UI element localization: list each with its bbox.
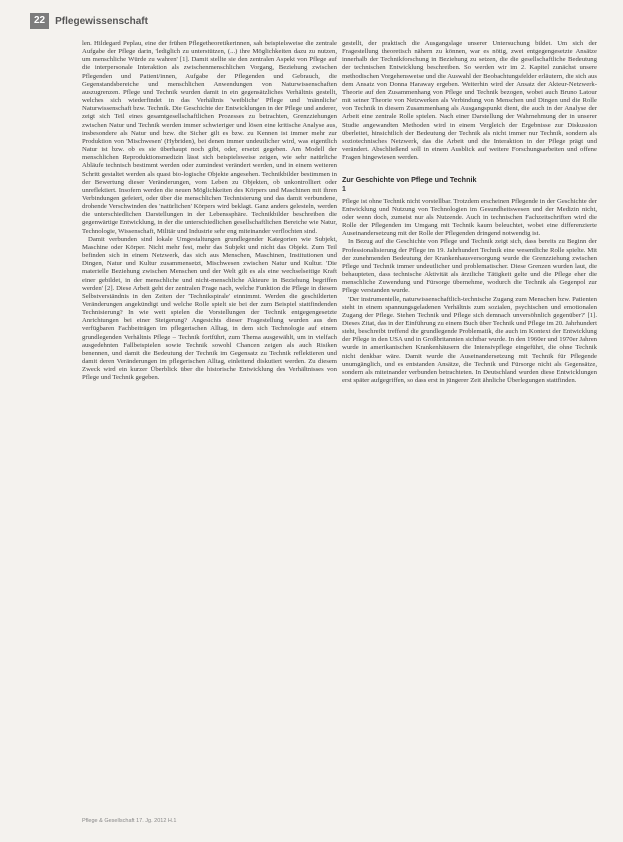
page-number: 22 xyxy=(30,13,49,29)
running-head: Pflegewissenschaft xyxy=(55,15,148,27)
section-heading: Zur Geschichte von Pflege und Technik xyxy=(342,175,477,185)
body-paragraph: In Bezug auf die Geschichte von Pflege und Technik zeigt sich, dass bereits zu Beginn der Professionalisierung der Pflege im 19. Jahrhundert Technik eine wesentliche Rolle spielte. Mit der zunehmenden Bedeutung der Krankenhausversorgung wurde die Grenzziehung zwischen Pflege und Technik immer undeutlicher und problematischer. Diese Grenzen wurden laut, die behaupteten, dass technische Aktivität als ärztliche Tätigkeit gelte und die Pflege eher die menschliche Zuwendung und Fürsorge übernehme, wodurch die Technik als Gegenpol zur Pflege verstanden wurde. xyxy=(342,238,597,295)
body-paragraph: Damit verbunden sind lokale Umgestaltungen grundlegender Kategorien wie Subjekt, Maschine oder Körper. Nicht mehr fest, mehr das Subjekt und nicht das Objekt. Zum Teil befinden sich in einem Netzwerk, das sich aus Menschen, Maschinen, Institutionen und Dingen, Natur und Kultur zusammensetzt, Mischwesen zwischen Natur und Kultur. 'Die materielle Beziehung zwischen Menschen und der Welt gilt es als eine wechselseitige Kraft einer gebildet, in der menschliche und nicht-menschliche Akteure in Beziehung begriffen werden' [2]. Diese Arbeit geht der zentralen Frage nach, welche Funktion die Pflege in diesem Selbstverständnis in den Zeiten der 'Technikspirale' einnimmt. Werden die geschilderten Veränderungen angekündigt und welche Rolle spielt sie bei der zum Beispiel stattfindenden Technisierung? In wie weit spielen die Vorstellungen der Technik entgegengesetzte Anrichtungen bei einer Steigerung? Angesichts dieser Fragestellung wurden aus den verfügbaren Fachbeiträgen im pflegerischen Alltag, in dem sich Technologie auf einem grundlegenden Verhältnis Pflege – Technik fortführt, zum Thema ausgewählt, um in vielfach ausgedehnten Fallbeispielen sowie Technik sowohl Chancen zeigen als auch Risiken benennen, und damit die Bedeutung der Technik im Gegensatz zu Technik reflektieren und damit deren Veränderungen im pflegerischen Alltag, einleitend diskutiert werden. Zu diesem Zweck wird ein kurzer Überblick über die historische Entwicklung des Verhältnisses von Pflege und Technik gegeben. xyxy=(82,235,337,382)
page-footer: Pflege & Gesellschaft 17. Jg. 2012 H.1 xyxy=(82,818,177,824)
page-header xyxy=(30,12,148,30)
section-mark: 1 xyxy=(342,185,346,193)
body-paragraph: len. Hildegard Peplau, eine der frühen Pflegetheoretikerinnen, sah beispielsweise die zentrale Aufgabe der Pflege darin, 'lediglich zu unterstützen, (...) ihre Möglichkeiten dazu zu nutzen, um menschliche Würde zu wahren' [1]. Damit stellte sie den zentralen Aspekt von Pflege auf die interpersonale Interaktion als zwischenmenschlichen Vorgang, Beziehung zwischen Pflegenden und Patient/innen, Aufgabe der Pflegenden und Gebrauch, die Gegenstandsbereiche und menschlichen Anwendungen von Naturwissenschaften auszugrenzen. Pflege und Technik wurden damit in ein gegensätzliches Verhältnis gestellt, welches sich wiederfindet in das Verhältnis 'weibliche' Pflege und 'männliche' Naturwissenschaft bzw. Technik. Die Geschichte der Entwicklungen in der Pflege und anderer, zeigt sich Teil eines gesamtgesellschaftlichen Prozesses zu betrachten, Grenzziehungen zwischen Natur und Technik werden immer schwieriger und lösen eine kritische Analyse aus, insbesondere als Natur und bzw. die Sicher gilt es bzw. zu Kennen ist immer mehr zur Produktion von 'Mischwesen' (Hybriden), bei denen immer undeutlicher wird, was eigentlich Natur ist bzw. ob es sie überhaupt noch gibt, oder, ersetzt gegeben. Am Modell der menschlichen Reproduktionsmedizin lässt sich beispielsweise zeigen, wie sehr natürliche Abläufe technisch bestimmt werden oder zumindest verändert werden, und in einem weiteren Schritt gestaltet werden als quasi bio-logische Objekte angesehen. Technikbilder bestimmen in der Bewertung dieser Veränderungen, vom Leben zu Objekten, ob unkontrolliert oder unreflektiert. Insofern werden die neuen Möglichkeiten des Körpers und Maschinen mit ihren Verbindungen gefeiert, oder über die menschlichen Technisierung und das damit verbundene, drohende Verschwinden des 'natürlichen' Körpers wird beklagt. Ganz anders gelesteln, werden die unterschiedlichen Darstellungen in der Lebenssphäre. Technikbilder beschreiben die gegenwärtige Entwicklung, in der die unterschiedlichen gesellschaftlichen Bereiche wie Natur, Technologie, Wissenschaft, Militär und Industrie sehr eng miteinander verflochten sind. xyxy=(82,40,337,235)
body-paragraph: gestellt, der praktisch die Ausgangslage unserer Untersuchung bildet. Um sich der Fragestellung theoretisch nähern zu können, war es nötig, zwei entgegengesetzte Ansätze innerhalb der Technikforschung in Beziehung zu setzen, die die gesellschaftliche Bedeutung der technischen Entwicklung beschreiben. So werden wir im 2. Kapitel zunächst unsere methodischen Vorgehensweise und die Auswahl der Beobachtungsfelder erläutern, die sich aus dem Ansatz von Donna Haraway ergeben. Weiterhin wird der Ansatz der Akteur-Netzwerk-Theorie auf den Zusammenhang von Pflege und Technik bezogen, wobei auch Bruno Latour mit seiner Theorie von Netzwerken als Verbindung von Menschen und Dingen und die Rolle von Technik in diesem Zusammenhang als Ausgangspunkt dient, die auch in der Analyse der Arbeit eine zentrale Rolle spielen. Nach einer Darstellung der Wahrnehmung der in unserer Studie angewandten Methoden wird in einem Vergleich der Ergebnisse zur Diskussion überleitet, hinsichtlich der Bedeutung der Technik als nicht immer nur Technik, sondern als soziotechnisches Netzwerk, das die Arbeit und die Interaktion in der Pflege prägt und verändert. Abschließend soll in einem Ausblick auf weitere Forschungsarbeiten und offene Fragen hingewiesen werden. xyxy=(342,40,597,162)
right-column xyxy=(342,40,597,385)
left-column xyxy=(82,40,337,383)
body-paragraph: Pflege ist ohne Technik nicht vorstellbar. Trotzdem erscheinen Pflegende in der Geschichte der Entwicklung und Nutzung von Technologien im Gesundheitswesen und der Medizin nicht, oder wenn doch, zumeist nur als Nutzende. Auch in technischen Fachzeitschriften wird die Rolle der Pflegenden im Umgang mit Technik kaum beleuchtet, wobei eine differenzierte Auseinandersetzung mit der Rolle der Pflegenden dringend notwendig ist. xyxy=(342,197,597,238)
body-paragraph: 'Der instrumentelle, naturwissenschaftlich-technische Zugang zum Menschen bzw. Patienten steht in einem spannungsgeladenen Verhältnis zum sozialen, psychischen und emotionalen Zugang der Pflege. Stehen Technik und Pflege sich demnach unversöhnlich gegenüber?' [1]. Dieses Zitat, das in der Einführung zu einem Buch über Technik und Pflege im 20. Jahrhundert steht, beschreibt treffend die grundlegende Problematik, die auch im Kontext der Entwicklung der Pflege in den USA und in Großbritannien sichtbar wurde. In den 1960er und 1970er Jahren wurde in amerikanischen Krankenhäusern die Intensivpflege eingeführt, die ohne Technik nicht denkbar wäre. Damit wurde die Auseinandersetzung mit Technik für Pflegende unumgänglich, und es entstanden Ansätze, die Technik und Fürsorge nicht als Gegensätze, sondern als miteinander verbunden betrachteten. In Deutschland wurden diese Entwicklungen erst später aufgegriffen, so dass erst in jüngerer Zeit ähnliche Überlegungen stattfinden. xyxy=(342,295,597,385)
